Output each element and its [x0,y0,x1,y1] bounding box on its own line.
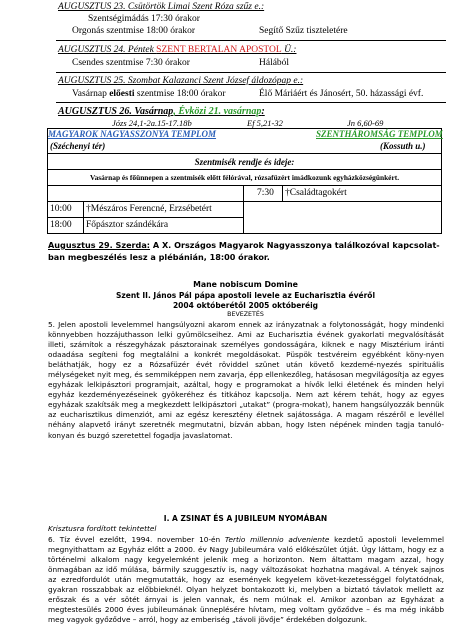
aug24-heading-prefix: AUGUSZTUS 24. Péntek [58,45,157,55]
announcement-date: Augusztus 29. Szerda: [48,240,151,250]
aug23-heading: AUGUSZTUS 23. Csütörtök Limai Szent Róza szűz e.: [58,2,265,12]
row-intention-right: †Családtagokért [285,188,347,198]
church-right-location: (Kossuth u.) [380,141,426,151]
table-rule [47,169,442,170]
intro-heading: BEVEZETÉS [227,311,264,318]
aug24-heading-suffix: Ü.: [281,45,297,55]
aug23-adoration-time: Szentségimádás 17:30 órakor [88,14,200,24]
row-time-right: 7:30 [257,188,274,198]
paragraph-6-text: 6. Tíz évvel ezelőtt, 1994. november 10-én [48,535,225,544]
announcement-text: A X. Országos Magyarok Nagyasszonya találkozóval kapcsolat- [150,240,440,250]
reading-1: Józs 24,1-2a.15-17.18b [112,118,192,128]
section-heading: I. A ZSINAT ÉS A JUBILEUM NYOMÁBAN [163,514,328,523]
row-intention-left: †Mészáros Ferencné, Erzsébetért [86,204,212,214]
announcement-line1 [48,239,440,251]
aug23-mass-intention: Segítő Szűz tiszteletére [259,26,348,36]
table-header: Szentmisék rendje és ideje: [194,157,295,167]
table-col-divider [282,185,283,201]
aug25-mass-intention: Élő Máriáért és Jánosért, 50. házassági évf. [259,89,424,99]
paragraph-6-text: kezdetű apostoli levelemmel megnyithattam az Egyház előtt a 2000. év Nagy Jubileumára való előkészület útját. Úgy láttam, hogy ez a történelmi alkalom nagy kegyelemként jelenik meg a horizonton. Nem áltattam magam azzal, hogy önmagában az idő múlása, bármily szuggesztív is, nagy változásokat hozhatna magával. A tények sajnos az ezredfordulót után megmutatták, hogy az események kegyelem követ-kezetességgel folytatódnak, gyakran rosszabbak az előbbieknél. Olyan helyzet bontakozott ki, melyben a biztató távlatok mellett az erőszak és a vér sötét árnyai is jelen vannak, és nem múlnak el. Amikor azonban az Egyházat a megtestesülés 2000 éves jubileumának ünneplésére hívtam, meg voltam győződve – és ma még inkább meg vagyok győződve – arról, hogy az emberiség „távoli jövője” érdekében dolgozunk. [48,535,444,625]
paragraph-6 [48,535,444,625]
aug26-heading [58,106,265,117]
aug26-heading-prefix: AUGUSZTUS 26. Vasárnap [58,106,174,117]
table-rule [47,217,243,218]
paragraph-5: 5. Jelen apostoli levelemmel hangsúlyozni akarom ennek az irányzatnak a folytonosságát, hogy mindenki könnyebben hozzájuthasson lelki gyümölcseihez. Ami az Eucharisztia évének gyakorlati megvalósítását illeti, számítok a részegyházak pásztorainak személyes gondosságára, kiknek e nagy Misztérium iránti odaadása segíteni fog megtalálni a konkrét megoldásokat. Püspök testvéreim egyébként köny-nyen beláthatják, hogy ez a Rózsafüzér évét röviddel szünet után követő kezdemé-nyezés spirituális mélységeket nyit meg, és semmiképpen nem zavarja, épp ellenkezőleg, hatásosan megvilágosítja az egyes egyházak lelkipásztori programjait, azáltal, hogy e programokat a hívők lelki életének és minden helyi egyház kezdeményezéseinek gyökeréhez és titkához kapcsolja. Nem azt kérem tehát, hogy az egyes egyházak szakítsák meg a megkezdett lelkipásztori „utakat” (progra-mokat), hanem hangsúlyozzák bennük az eucharisztikus dimenziót, ami az egész keresztény életnek sajátossága. A magam részéről e levéllel néhány alapvető irányt szeretnék megmutatni, bízván abban, hogy Isten népének minden tagja tanuló-konyan és buzgó szeretettel fogadja javaslatomat. [48,320,444,440]
aug25-heading: AUGUSZTUS 25. Szombat Kalazanci Szent József áldozópap e.: [58,76,304,86]
aug24-feast-name: SZENT BERTALAN APOSTOL [156,45,282,55]
aug24-heading [58,45,296,55]
reading-3: Jn 6,60-69 [347,118,384,128]
aug24-mass-intention: Hálából [259,58,290,68]
church-left-location: (Széchenyi tér) [50,141,106,151]
church-left-name: MAGYAROK NAGYASSZONYA TEMPLOM [48,129,217,139]
letter-subtitle: Szent II. János Pál pápa apostoli levele az Eucharisztia évéről [115,291,376,300]
divider [56,102,446,103]
table-col-divider [243,201,244,234]
church-right-name: SZENTHÁROMSÁG TEMPLOM [316,129,443,139]
aug25-mass-time: Vasárnap előesti szentmise 18:00 órakor [72,89,226,99]
table-col-divider [243,185,244,201]
divider [56,40,446,41]
aug23-mass-time: Orgonás szentmise 18:00 órakor [72,26,196,36]
aug24-mass-time: Csendes szentmise 7:30 órakor [72,58,190,68]
table-rule [47,153,442,154]
table-rule [47,185,442,186]
reading-2: Ef 5,21-32 [247,118,283,128]
row-time-left: 10:00 [50,204,72,214]
translator-note: Krisztusra fordított tekintettel [48,524,157,533]
aug26-sunday-name: , Évközi 21. vasárnap [173,106,262,117]
letter-period: 2004 októberétől 2005 októberéig [172,301,319,310]
announcement-line2: ban megbeszélés lesz a plébánián, 18:00 órakor. [48,252,270,262]
letter-title: Mane nobiscum Domine [193,280,298,289]
divider [56,72,446,73]
table-rule [47,201,442,202]
sunday-rosary-note: Vasárnap és főünnepen a szentmisék előtt félórával, rózsafüzért imádkozunk egyházközségünkért. [89,173,400,182]
row-intention-left: Főpásztor szándékára [86,220,169,230]
row-time-left: 18:00 [50,220,72,230]
aug26-heading-suffix: : [261,106,265,117]
document-title: Tertio millennio adveniente [224,535,330,544]
